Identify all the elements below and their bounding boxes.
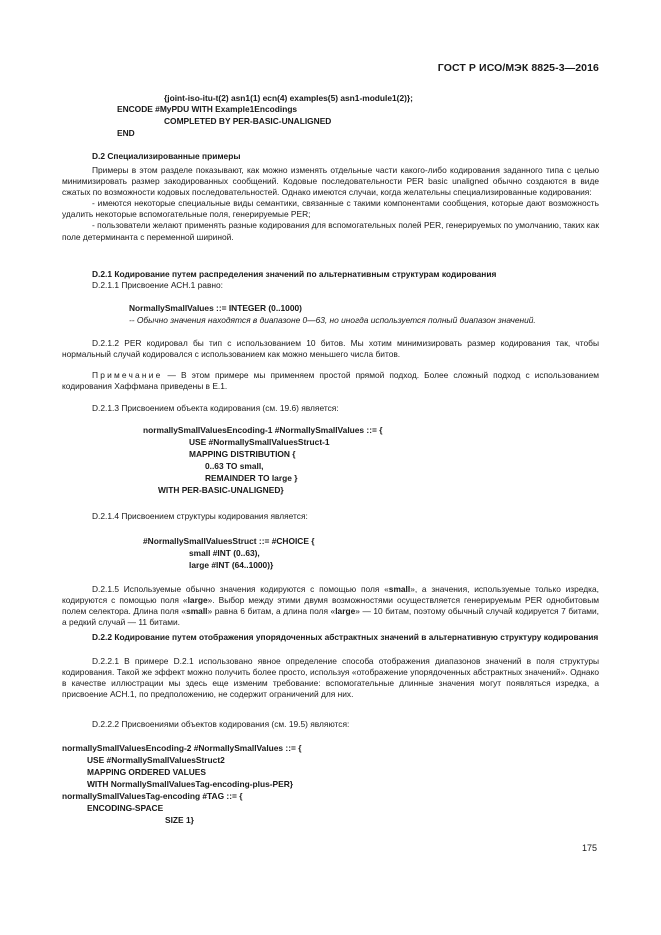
- code-line: normallySmallValuesEncoding-2 #NormallySmallValues ::= {: [62, 743, 302, 753]
- field-name: small: [388, 584, 411, 594]
- bullet-item: - имеются некоторые специальные виды семантики, связанные с такими компонентами сообщения, которые дают возможность удалить некоторые вспомогательные поля, генерируемые PER;: [62, 198, 599, 220]
- code-line: REMAINDER TO large }: [205, 473, 298, 483]
- standard-header: ГОСТ Р ИСО/МЭК 8825-3—2016: [437, 62, 599, 74]
- paragraph-text: D.2.1.5 Используемые обычно значения кодируются с помощью поля «: [92, 584, 389, 594]
- code-line: ENCODING-SPACE: [87, 803, 164, 813]
- paragraph-text: D.2.1.4 Присвоением структуры кодирования является:: [92, 511, 308, 521]
- code-line: SIZE 1}: [165, 815, 194, 825]
- code-line: WITH PER-BASIC-UNALIGNED}: [158, 485, 284, 495]
- code-line: USE #NormallySmallValuesStruct-1: [189, 437, 330, 447]
- code-line: large #INT (64..1000)}: [189, 560, 274, 570]
- paragraph: [62, 165, 599, 243]
- code-line: WITH NormallySmallValuesTag-encoding-plus-PER}: [87, 779, 293, 789]
- note: [62, 370, 599, 392]
- code-line: MAPPING DISTRIBUTION {: [189, 449, 296, 459]
- paragraph-text: Примеры в этом разделе показывают, как можно изменять отдельные части какого-либо кодирования заданного типа с целью минимизировать размер закодированных сообщений. Кодовые последовательности PER basic unaligned обычно создаются в виде сжатых по возможности кодовых последовательностей. Однако имеются случаи, когда желательны специализированные кодирования:: [62, 165, 599, 198]
- paragraph-text: », а значения, используемые только изредка, кодируются с помощью поля «: [62, 584, 599, 606]
- paragraph-text: D.2.1.3 Присвоением объекта кодирования (см. 19.6) является:: [92, 403, 339, 413]
- code-line: MAPPING ORDERED VALUES: [87, 767, 206, 777]
- note-label: Примечание: [92, 370, 163, 380]
- paragraph-text: » — 10 битам, поэтому обычный случай кодируется 7 битами, а редкий случай — 11 битами.: [62, 606, 599, 628]
- code-line: #NormallySmallValuesStruct ::= #CHOICE {: [143, 536, 315, 546]
- section-heading: D.2 Специализированные примеры: [92, 151, 241, 161]
- heading-text: D.2.2 Кодирование путем отображения упорядоченных абстрактных значений в альтернативную структуру кодирования: [92, 632, 599, 642]
- code-line: USE #NormallySmallValuesStruct2: [87, 755, 225, 765]
- paragraph: [62, 338, 599, 360]
- subsection-heading: [62, 632, 599, 643]
- code-line: ENCODE #MyPDU WITH Example1Encodings: [117, 104, 298, 114]
- code-line: END: [117, 128, 135, 138]
- paragraph-text: » равна 6 битам, а длина поля «: [207, 606, 336, 617]
- page-number: 175: [581, 843, 597, 853]
- paragraph-text: D.2.1.1 Присвоение АСН.1 равно:: [92, 280, 224, 290]
- paragraph: [62, 584, 599, 628]
- bullet-item: - пользователи желают применять разные кодирования для вспомогательных полей PER, генерируемых по умолчанию, таких как поле детерминанта с переменной шириной.: [62, 220, 599, 242]
- note-text: — В этом примере мы применяем простой прямой подход. Более сложный подход с использованием кодирования Хаффмана приведены в Е.1.: [62, 370, 599, 392]
- code-line: normallySmallValuesTag-encoding #TAG ::= {: [62, 791, 243, 801]
- code-line: NormallySmallValues ::= INTEGER (0..1000): [129, 303, 302, 313]
- paragraph-text: D.2.2.2 Присвоениями объектов кодирования (см. 19.5) являются:: [92, 719, 350, 729]
- code-line: small #INT (0..63),: [189, 548, 260, 558]
- field-name: small: [186, 606, 208, 617]
- paragraph-text: D.2.1.2 PER кодировал бы тип с использованием 10 битов. Мы хотим минимизировать размер кодирования так, чтобы нормальный случай кодировался с использованием как можно меньшего числа битов.: [62, 338, 599, 360]
- paragraph: [62, 656, 599, 700]
- code-line: COMPLETED BY PER-BASIC-UNALIGNED: [164, 116, 332, 126]
- field-name: large: [187, 595, 208, 606]
- field-name: large: [335, 606, 356, 617]
- subsection-heading: D.2.1 Кодирование путем распределения значений по альтернативным структурам кодирования: [92, 269, 497, 279]
- paragraph-text: D.2.2.1 В примере D.2.1 использовано явное определение способа отображения диапазонов значений в поля структуры кодирования. Такой же эффект можно получить более просто, используя «отображение упорядоченных абстрактных значений». Однако в качестве иллюстрации мы здесь еще изменим требование: вспомогательные длинные значения могут появляться изредка, а присвоение АСН.1, по предположению, не содержит ограничений для них.: [62, 656, 599, 700]
- code-line: 0..63 TO small,: [205, 461, 264, 471]
- paragraph-text: ». Выбор между этими двумя возможностями осуществляется генерируемым PER однобитовым полем селектора. Длина поля «: [62, 595, 599, 617]
- code-line: {joint-iso-itu-t(2) asn1(1) ecn(4) examples(5) asn1-module1(2)};: [164, 93, 413, 103]
- code-line: normallySmallValuesEncoding-1 #NormallySmallValues ::= {: [143, 425, 383, 435]
- code-comment: -- Обычно значения находятся в диапазоне 0—63, но иногда используется полный диапазон значений.: [129, 315, 536, 325]
